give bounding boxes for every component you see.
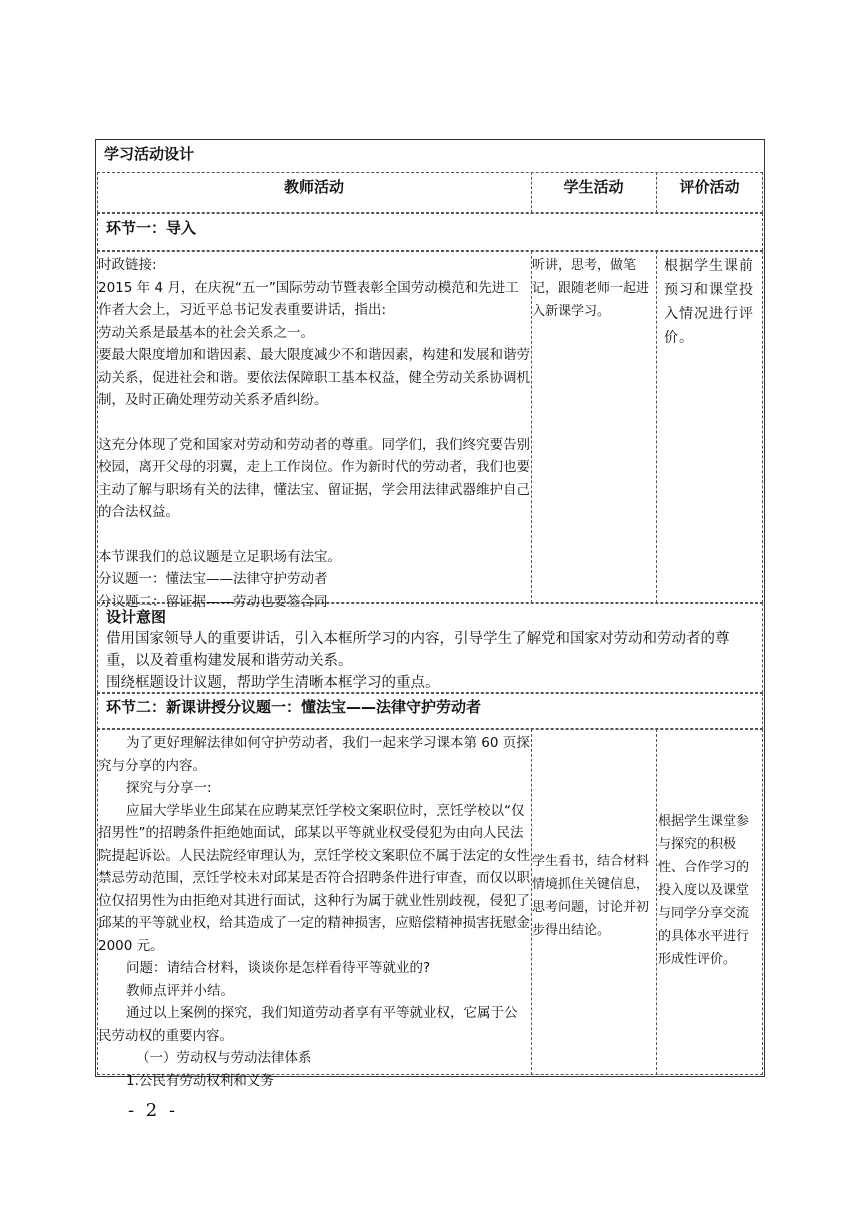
section2-teacher-cell [98, 732, 530, 1092]
section2-heading: 环节二：新课讲授分议题一：懂法宝——法律守护劳动者 [106, 698, 482, 716]
s1-para: 时政链接: [98, 257, 157, 273]
s1-para: 分议题一：懂法宝——法律守护劳动者 [98, 571, 328, 587]
section1-teacher-cell [98, 254, 530, 613]
s2-para: 教师点评并小结。 [126, 982, 234, 999]
intent-body [106, 628, 758, 694]
section1-student-cell: 听讲，思考，做笔记，跟随老师一起进入新课学习。 [532, 258, 650, 319]
section2-evaluation-cell: 根据学生课堂参与探究的积极性、合作学习的投入度以及课堂与同学分享交流的具体水平进行形成性评价。 [658, 814, 750, 967]
section1-heading-row [97, 213, 763, 251]
s1-para: 本节课我们的总议题是立足职场有法宝。 [98, 548, 341, 565]
intent-line: 借用国家领导人的重要讲话，引入本框所学习的内容，引导学生了解党和国家对劳动和劳动者的尊重，以及着重构建发展和谐劳动关系。 [106, 631, 730, 669]
s1-para: 这充分体现了党和国家对劳动和劳动者的尊重。同学们，我们终究要告别校园，离开父母的羽翼，走上工作岗位。作为新时代的劳动者，我们也要主动了解与职场有关的法律，懂法宝、留证据，学会用法律武器维护自己的合法权益。 [98, 436, 530, 520]
table-title: 学习活动设计 [104, 145, 195, 163]
page-number: - 2 - [128, 1100, 179, 1121]
header-student: 学生活动 [563, 178, 624, 196]
s2-para: 问题：请结合材料，谈谈你是怎样看待平等就业的? [126, 960, 431, 976]
section1-heading: 环节一：导入 [106, 219, 197, 237]
s1-para: 劳动关系是最基本的社会关系之一。 [98, 324, 314, 341]
section2-student-cell: 学生看书，结合材料情境抓住关键信息，思考问题，讨论并初步得出结论。 [532, 854, 650, 938]
s1-para: 2015 年 4 月，在庆祝“五一”国际劳动节暨表彰全国劳动模范和先进工作者大会上，习近平总书记发表重要讲话，指出: [98, 279, 519, 318]
intent-line: 围绕框题设计议题，帮助学生清晰本框学习的重点。 [106, 675, 440, 691]
s2-para: （一）劳动权与劳动法律体系 [136, 1050, 312, 1066]
section1-evaluation-cell: 根据学生课前预习和课堂投入情况进行评价。 [664, 258, 754, 346]
intent-heading: 设计意图 [106, 608, 167, 626]
s2-para: 1.公民有劳动权利和义务 [126, 1072, 274, 1089]
s2-para: 探究与分享一: [126, 780, 212, 796]
s2-para: 应届大学毕业生邱某在应聘某烹饪学校文案职位时，烹饪学校以“仅招男性”的招聘条件拒绝她面试，邱某以平等就业权受侵犯为由向人民法院提起诉讼。人民法院经审理认为，烹饪学校文案职位不属于法定的女性禁忌劳动范围，烹饪学校未对邱某是否符合招聘条件进行审查，而仅以职位仅招男性为由拒绝对其进行面试，这种行为属于就业性别歧视，侵犯了邱某的平等就业权，给其造成了一定的精神损害，应赔偿精神损害抚慰金 2000 元。 [98, 802, 530, 954]
s1-para: 分议题二：留证据——劳动也要签合同 [98, 593, 328, 610]
s2-para: 通过以上案例的探究，我们知道劳动者享有平等就业权，它属于公民劳动权的重要内容。 [98, 1005, 518, 1044]
header-teacher: 教师活动 [283, 178, 344, 196]
header-evaluation: 评价活动 [679, 178, 740, 196]
s1-para: 要最大限度增加和谐因素、最大限度减少不和谐因素，构建和发展和谐劳动关系，促进社会和谐。要依法保障职工基本权益，健全劳动关系协调机制，及时正确处理劳动关系矛盾纠纷。 [98, 347, 530, 408]
s2-para: 为了更好理解法律如何守护劳动者，我们一起来学习课本第 60 页探究与分享的内容。 [98, 735, 530, 774]
